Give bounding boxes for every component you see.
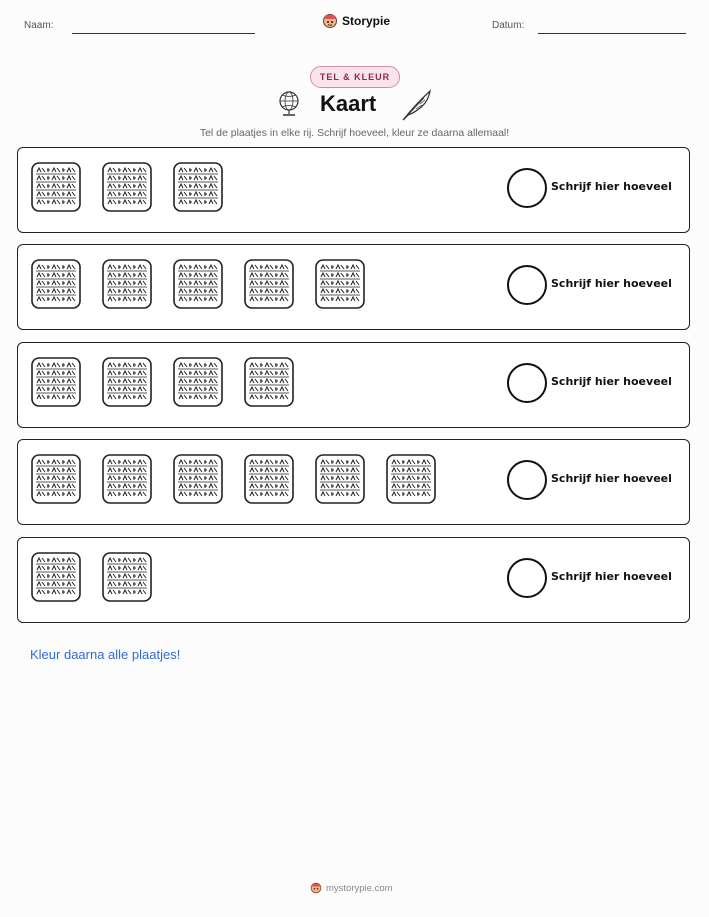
counting-row-2 [17,244,690,330]
counting-row-4 [17,439,690,525]
map-tablet-icon [314,453,366,505]
storypie-mascot-icon [322,13,338,29]
category-badge: TEL & KLEUR [310,66,400,88]
counting-row-5 [17,537,690,623]
map-tablet-icon [101,356,153,408]
map-tablet-icon [243,453,295,505]
answer-label: Schrijf hier hoeveel [551,180,672,193]
name-label: Naam: [24,20,54,31]
map-tablet-icon [30,258,82,310]
map-tablet-icon [172,356,224,408]
answer-label: Schrijf hier hoeveel [551,375,672,388]
page-title: Kaart [320,91,377,116]
answer-circle[interactable] [507,460,547,500]
map-tablet-icon [30,356,82,408]
answer-label: Schrijf hier hoeveel [551,277,672,290]
map-tablet-icon [101,161,153,213]
site-footer [310,882,393,894]
map-tablet-icon [243,356,295,408]
date-field[interactable] [538,33,686,34]
storypie-mascot-icon [310,882,322,894]
map-tablet-icon [243,258,295,310]
map-tablet-icon [314,258,366,310]
map-tablet-icon [385,453,437,505]
map-tablet-icon [101,258,153,310]
site-url: mystorypie.com [326,882,393,894]
answer-circle[interactable] [507,168,547,208]
counting-row-3 [17,342,690,428]
map-tablet-icon [172,161,224,213]
answer-label: Schrijf hier hoeveel [551,570,672,583]
answer-circle[interactable] [507,558,547,598]
answer-circle[interactable] [507,363,547,403]
instructions: Tel de plaatjes in elke rij. Schrijf hoeveel, kleur ze daarna allemaal! [199,127,510,139]
brand-logo [322,13,390,29]
map-tablet-icon [30,453,82,505]
globe-icon [276,90,302,118]
date-label: Datum: [492,20,525,31]
answer-label: Schrijf hier hoeveel [551,472,672,485]
map-tablet-icon [101,551,153,603]
map-tablet-icon [172,453,224,505]
quill-feather-icon [400,88,434,122]
answer-circle[interactable] [507,265,547,305]
map-tablet-icon [101,453,153,505]
map-tablet-icon [30,551,82,603]
counting-row-1 [17,147,690,233]
name-field[interactable] [72,33,255,34]
brand-name: Storypie [342,14,391,28]
map-tablet-icon [30,161,82,213]
footer-note: Kleur daarna alle plaatjes! [30,647,181,662]
map-tablet-icon [172,258,224,310]
